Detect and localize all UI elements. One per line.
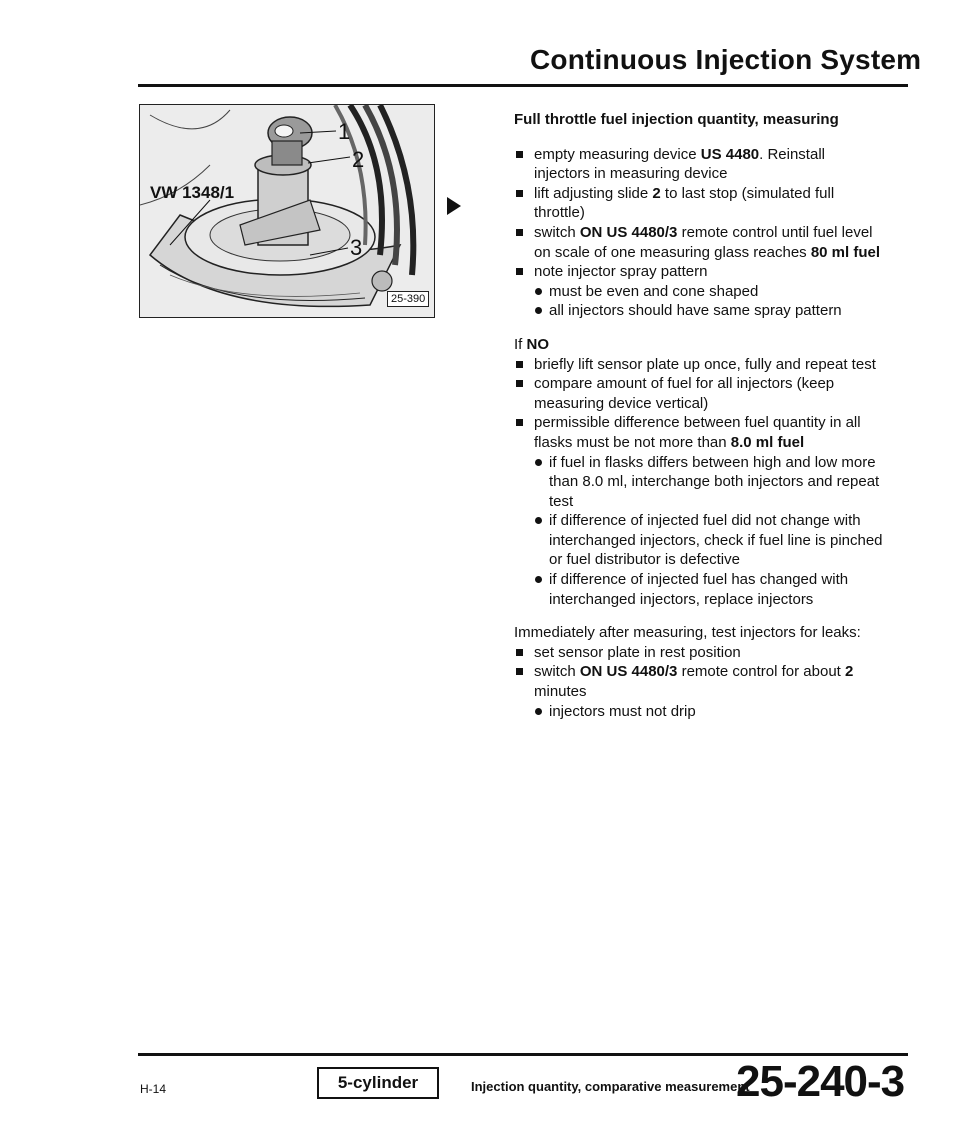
sub-list-item: if fuel in flasks differs between high and low more than 8.0 ml, interchange both injectors and repeat test	[534, 453, 884, 512]
list-item	[514, 662, 884, 721]
sub-list-item: if difference of injected fuel has changed with interchanged injectors, replace injectors	[534, 570, 884, 609]
procedure-content	[514, 110, 884, 721]
footer-left-code: H-14	[140, 1082, 167, 1096]
sub-list-item: all injectors should have same spray pattern	[534, 301, 884, 321]
list-item	[514, 643, 884, 663]
callout-3: 3	[350, 235, 363, 260]
list-item-text: lift adjusting slide	[534, 184, 653, 202]
if-condition	[514, 335, 884, 355]
list-item	[514, 184, 884, 223]
sub-list	[534, 282, 884, 321]
list-item	[514, 223, 884, 262]
list-item-text: 2	[845, 663, 854, 681]
sub-list-item: if difference of injected fuel did not change with interchanged injectors, check if fuel line is pinched or fuel distributor is defective	[534, 511, 884, 570]
list-item-text: ON US 4480/3	[579, 663, 678, 681]
leak-intro: Immediately after measuring, test injectors for leaks:	[514, 624, 861, 642]
list-item-text: switch	[534, 663, 580, 681]
if-value: NO	[526, 335, 550, 353]
list-item-text: compare amount of fuel for all injectors (keep measuring device vertical)	[534, 375, 835, 412]
sub-list-item: must be even and cone shaped	[534, 282, 884, 302]
list-item-text: briefly lift sensor plate up once, fully and repeat test	[534, 355, 876, 373]
list-item-text: note injector spray pattern	[534, 263, 708, 281]
list-item-text: to last stop (simulated full throttle)	[534, 184, 835, 222]
list-item-text: remote control until fuel level on scale of one measuring glass reaches	[534, 223, 873, 261]
measuring-steps	[514, 145, 884, 321]
list-item-text: 80 ml fuel	[810, 243, 881, 261]
list-item	[514, 413, 884, 609]
callout-1: 1	[338, 119, 351, 144]
list-item-text: 8.0 ml fuel	[730, 433, 805, 451]
figure-reference: 25-390	[387, 291, 429, 307]
list-item-text: . Reinstall injectors in measuring device	[534, 145, 825, 183]
list-item-text: US 4480	[700, 145, 760, 163]
page-title: Continuous Injection System	[530, 44, 922, 75]
injector-illustration	[139, 104, 435, 318]
list-item	[514, 374, 884, 413]
list-item-text: minutes	[534, 683, 587, 701]
pointer-arrow-icon	[447, 197, 461, 215]
list-item	[514, 262, 884, 321]
list-item-text: set sensor plate in rest position	[534, 643, 741, 661]
page-number: 25-240-3	[736, 1057, 905, 1106]
list-item-text: remote control for about	[677, 663, 845, 681]
variant-box: 5-cylinder	[317, 1067, 439, 1099]
list-item	[514, 145, 884, 184]
section-heading: Full throttle fuel injection quantity, measuring	[514, 111, 839, 128]
if-no-steps	[514, 355, 884, 610]
header-rule	[138, 84, 908, 87]
footer-rule	[138, 1053, 908, 1056]
list-item-text: ON US 4480/3	[579, 223, 678, 241]
callout-2: 2	[352, 147, 365, 172]
illustration-drawing	[140, 105, 434, 317]
list-item-text: permissible difference between fuel quantity in all flasks must be not more than	[534, 414, 861, 451]
footer-description: Injection quantity, comparative measurement	[471, 1079, 750, 1094]
tool-label: VW 1348/1	[150, 183, 235, 202]
if-label: If	[514, 335, 527, 353]
list-item-text: 2	[652, 184, 661, 202]
leak-test-steps	[514, 643, 884, 721]
sub-list	[534, 702, 884, 722]
list-item	[514, 355, 884, 375]
list-item-text: switch	[534, 223, 580, 241]
sub-list	[534, 453, 884, 610]
sub-list-item: injectors must not drip	[534, 702, 884, 722]
list-item-text: empty measuring device	[534, 145, 701, 163]
